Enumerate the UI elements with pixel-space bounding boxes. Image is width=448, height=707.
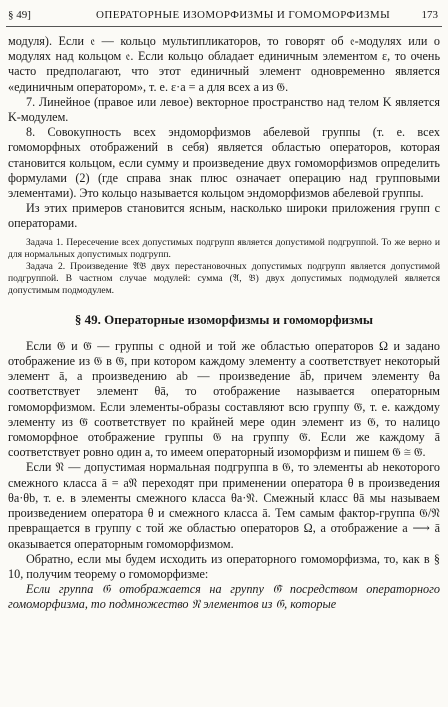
running-title: ОПЕРАТОРНЫЕ ИЗОМОРФИЗМЫ И ГОМОМОРФИЗМЫ [96,9,391,21]
paragraph-example-7: 7. Линейное (правое или левое) векторное пространство над телом K является K-модулем. [8,94,440,125]
page-number: 173 [421,9,438,21]
section-heading: § 49. Операторные изоморфизмы и гомоморфизмы [74,311,374,327]
section-reference: § 49] [8,9,31,21]
paragraph-module-definition: модуля). Если 𝔢 — кольцо мультипликаторов, то говорят об 𝔢-модулях или о модулях над кольцом 𝔢. Если кольцо обладает единичным элементом ε, то очень часто предполагают, что этот единичный элемент одновременно является «единичным оператором», т. е. ε·a = a для всех a из 𝔊. [8,34,440,94]
page-body [8,34,440,613]
paragraph-factor-group: Если 𝔑 — допустимая нормальная подгруппа в 𝔊, то элементы ab некоторого смежного класса ā = a𝔑 переходят при применении оператора θ в произведения θa·θb, т. е. в элементы смежного класса θa·𝔑. Смежный класс θā мы называем произведением оператора θ и смежного класса ā. Тем самым фактор-группа 𝔊/𝔑 превращается в группу с той же областью операторов Ω, а отображение a ⟶ ā оказывается операторным гомоморфизмом. [8,460,440,551]
paragraph-homomorphism-definition: Если 𝔊 и 𝔊̄ — группы с одной и той же областью операторов Ω и задано отображение из 𝔊 в 𝔊̄, при котором каждому элементу a соответствует некоторый элемент ā, а произведению ab — произведение āb̄, причем элементу θa соответствует элемент θā, то отображение называется операторным гомоморфизмом. Если элементы-образы составляют всю группу 𝔊̄, т. е. каждому элементу из 𝔊̄ соответствует по крайней мере один элемент из 𝔊, то налицо гомоморфное отображение группы 𝔊 на группу 𝔊̄. Если же каждому ā соответствует ровно один a, то имеем операторный изоморфизм и пишем 𝔊 ≅ 𝔊̄. [8,338,440,460]
header-rule [6,26,442,27]
paragraph-theorem-intro: Обратно, если мы будем исходить из операторного гомоморфизма, то, как в § 10, получим теорему о гомоморфизме: [8,551,440,581]
paragraph-conclusion: Из этих примеров становится ясным, насколько широки приложения групп с операторами. [8,201,440,231]
running-header [0,9,448,25]
paragraph-example-8: 8. Совокупность всех эндоморфизмов абелевой группы (т. е. всех гомоморфных отображений в себя) является областью операторов, которая становится кольцом, если сумму и произведение двух гомоморфизмов определить формулами (2) (где справа знак плюс означает операцию над групповыми элементами). Это кольцо называется кольцом эндоморфизмов абелевой группы. [8,125,440,201]
theorem-statement: Если группа 𝔊 отображается на группу 𝔊̄ посредством операторного гомоморфизма, то подмножество 𝔑 элементов из 𝔊, которые [8,582,440,612]
exercise-2: Задача 2. Произведение 𝔄𝔅 двух перестановочных допустимых подгрупп является допустимой подгруппой. В частном случае модулей: сумма (𝔄, 𝔅) двух допустимых подмодулей является допустимым подмодулем. [8,261,440,297]
exercise-1: Задача 1. Пересечение всех допустимых подгрупп является допустимой подгруппой. То же верно и для нормальных допустимых подгрупп. [8,236,440,260]
